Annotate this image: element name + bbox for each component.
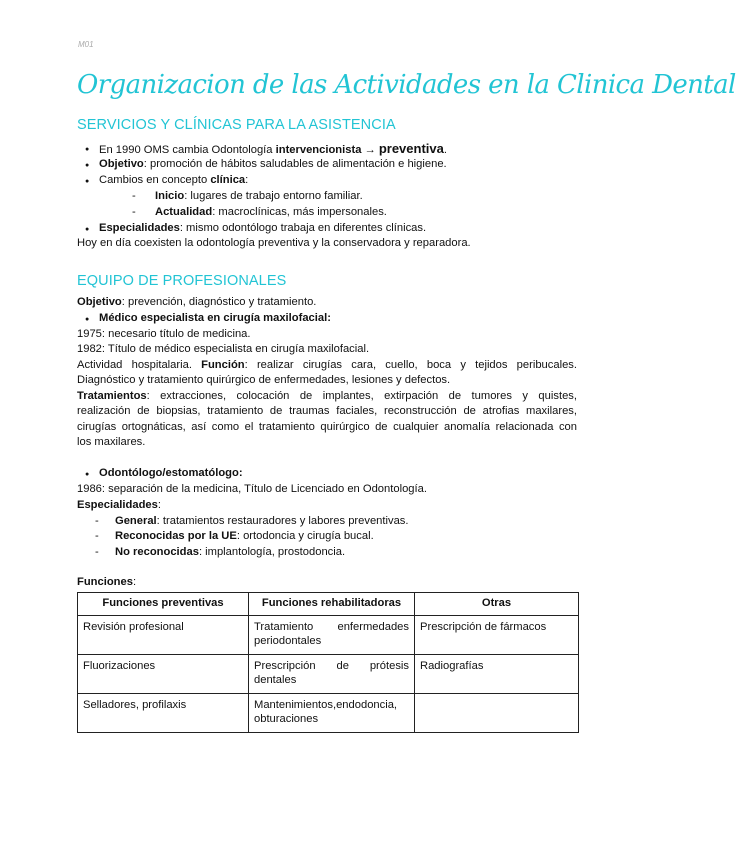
table-cell: Revisión profesional xyxy=(78,616,249,655)
line-1982: 1982: Título de médico especialista en cirugía maxilofacial. xyxy=(77,343,370,355)
actividad-line: Actividad hospitalaria. Función: realizar cirugías cara, cuello, boca y tejidos peribucales. xyxy=(77,359,577,371)
bullet-medico: ● Médico especialista en cirugía maxilofacial: xyxy=(77,311,331,326)
sub-actualidad: - Actualidad: macroclínicas, más impersonales. xyxy=(77,205,387,220)
table-cell: Selladores, profilaxis xyxy=(78,694,249,733)
bullet-objetivo: ● Objetivo: promoción de hábitos saludables de alimentación e higiene. xyxy=(77,157,447,172)
objetivo-line: Objetivo: prevención, diagnóstico y tratamiento. xyxy=(77,296,317,308)
table-cell: Tratamiento enfermedades periodontales xyxy=(249,616,415,655)
dash-no-reconocidas: - No reconocidas: implantología, prostodoncia. xyxy=(77,545,345,560)
dash-general: - General: tratamientos restauradores y labores preventivas. xyxy=(77,514,409,529)
table-cell xyxy=(415,694,579,733)
line-1975: 1975: necesario título de medicina. xyxy=(77,328,251,340)
table-row xyxy=(78,616,579,655)
table-row xyxy=(78,655,579,694)
page-code: M01 xyxy=(78,40,94,49)
dash-reconocidas: - Reconocidas por la UE: ortodoncia y cirugía bucal. xyxy=(77,529,374,544)
page-title: Organizacion de las Actividades en la Clinica Dental xyxy=(77,70,736,100)
table-row xyxy=(78,694,579,733)
table-header: Funciones preventivas xyxy=(78,593,249,616)
table-header: Funciones rehabilitadoras xyxy=(249,593,415,616)
bullet-especialidades: ● Especialidades: mismo odontólogo trabaja en diferentes clínicas. xyxy=(77,221,426,236)
diagnostico-line: Diagnóstico y tratamiento quirúrgico de enfermedades, lesiones y defectos. xyxy=(77,374,451,386)
tratamientos-line-1: Tratamientos: extracciones, colocación de implantes, extirpación de tumores y quistes, xyxy=(77,390,577,402)
sub-inicio: - Inicio: lugares de trabajo entorno familiar. xyxy=(77,189,363,204)
table-cell: Fluorizaciones xyxy=(78,655,249,694)
line-1986: 1986: separación de la medicina, Título de Licenciado en Odontología. xyxy=(77,483,427,495)
especialidades-label: Especialidades: xyxy=(77,499,161,511)
section-heading-equipo: EQUIPO DE PROFESIONALES xyxy=(77,273,287,289)
bullet-cambios: ● Cambios en concepto clínica: xyxy=(77,173,248,188)
bullet-odontologo: ● Odontólogo/estomatólogo: xyxy=(77,466,243,481)
table-cell: Mantenimientos,endodoncia, obturaciones xyxy=(249,694,415,733)
table-cell: Prescripción de prótesis dentales xyxy=(249,655,415,694)
funciones-label: Funciones: xyxy=(77,576,137,588)
table-cell: Prescripción de fármacos xyxy=(415,616,579,655)
closing-text: Hoy en día coexisten la odontología preventiva y la conservadora y reparadora. xyxy=(77,237,471,249)
bullet-oms: ● En 1990 OMS cambia Odontología intervencionista → preventiva. xyxy=(77,141,447,158)
table-header: Otras xyxy=(415,593,579,616)
tratamientos-line-4: los maxilares. xyxy=(77,436,146,448)
table-cell: Radiografías xyxy=(415,655,579,694)
section-heading-servicios: SERVICIOS Y CLÍNICAS PARA LA ASISTENCIA xyxy=(77,117,396,133)
tratamientos-line-3: cirugías ortognáticas, así como el tratamiento quirúrgico de cualquier anomalía relacionada con xyxy=(77,421,577,433)
funciones-table xyxy=(77,592,579,733)
tratamientos-line-2: realización de biopsias, tratamiento de traumas faciales, reconstrucción de atrofias maxilares, xyxy=(77,405,577,417)
table-header-row xyxy=(78,593,579,616)
